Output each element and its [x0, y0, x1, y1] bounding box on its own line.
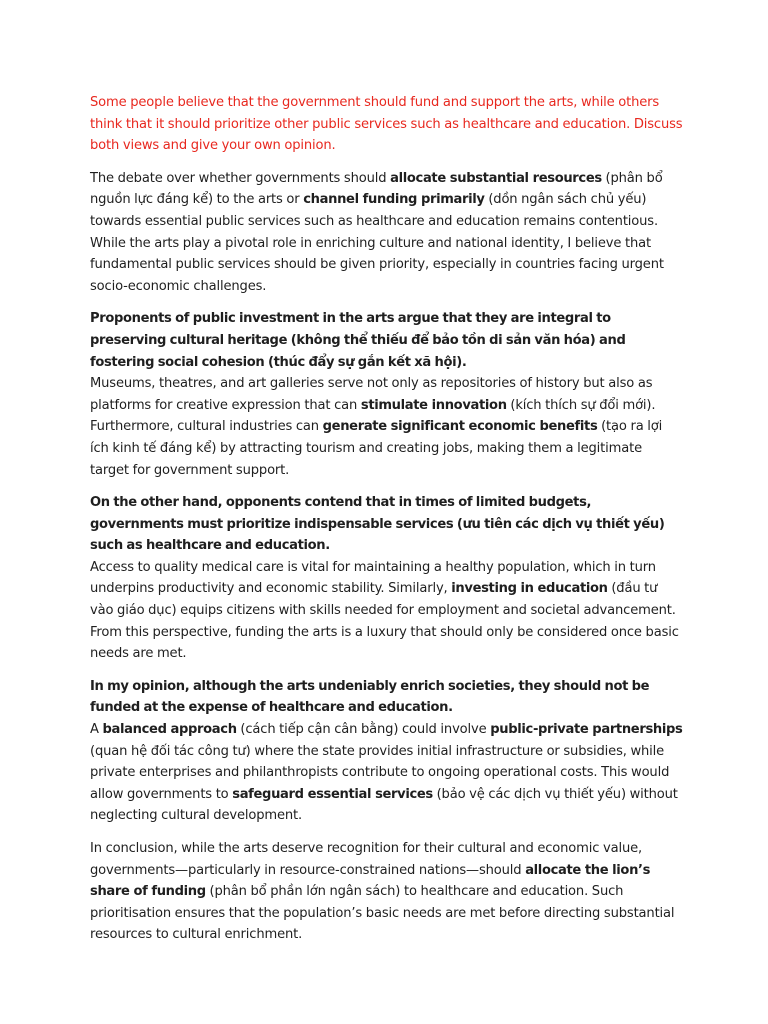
body2-heading: On the other hand, opponents contend that in times of limited budgets, governments must prioritize indispensable services (ưu tiên các dịch vụ thiết yếu) such as healthcare and education. — [90, 495, 665, 554]
body1-heading: Proponents of public investment in the arts argue that they are integral to preserving cultural heritage (không thể thiếu để bảo tồn di sản văn hóa) and fostering social cohesion (thúc đẩy sự gắn kết xã hội). — [90, 311, 626, 370]
body1-text-1: Museums, theatres, and art galleries serve not only as repositories of history but also as platforms for creative expression that can — [90, 376, 653, 413]
body3-term-1: balanced approach — [102, 722, 237, 738]
body2-term-1: investing in education — [451, 581, 608, 597]
essay-content — [90, 92, 684, 957]
intro-term-2: channel funding primarily — [303, 192, 485, 208]
body2-text-2: (đầu tư vào giáo dục) equips citizens with skills needed for employment and societal advancement. From this perspective, funding the arts is a luxury that should only be considered once basic needs are met. — [90, 581, 679, 662]
intro-term-1: allocate substantial resources — [390, 170, 602, 186]
essay-prompt: Some people believe that the government should fund and support the arts, while others think that it should prioritize other public services such as healthcare and education. Discuss both views and give your own opinion. — [90, 95, 683, 154]
body2-paragraph — [90, 557, 684, 665]
conclusion-term-1: allocate the lion’s share of funding — [90, 862, 651, 900]
body1-text-3: (tạo ra lợi ích kinh tế đáng kể) by attracting tourism and creating jobs, making them a legitimate target for government support. — [90, 419, 663, 478]
conclusion-text-2: (phân bổ phần lớn ngân sách) to healthcare and education. Such prioritisation ensures that the population’s basic needs are met before directing substantial resources to cultural enrichment. — [90, 884, 675, 943]
body3-paragraph — [90, 719, 684, 827]
intro-text-1: The debate over whether governments should — [90, 170, 391, 186]
body1-term-1: stimulate innovation — [360, 397, 507, 413]
conclusion-paragraph — [90, 838, 684, 946]
body3-text-2: (cách tiếp cận cân bằng) could involve — [236, 722, 491, 738]
body3-text-4: (bảo vệ các dịch vụ thiết yếu) without neglecting cultural development. — [90, 786, 678, 824]
intro-text-3: (dồn ngân sách chủ yếu) towards essential public services such as healthcare and education remains contentious. While the arts play a pivotal role in enriching culture and national identity, I believe that fundamental public services should be given priority, especially in countries facing urgent socio-economic challenges. — [90, 192, 664, 294]
body3-text-1: A — [90, 722, 103, 738]
body3-heading: In my opinion, although the arts undeniably enrich societies, they should not be funded at the expense of healthcare and education. — [90, 678, 650, 716]
body3-term-3: safeguard essential services — [232, 786, 433, 802]
body3-text-3: (quan hệ đối tác công tư) where the state provides initial infrastructure or subsidies, while private enterprises and philanthropists contribute to ongoing operational costs. This would allow governments to — [90, 743, 670, 802]
body1-term-2: generate significant economic benefits — [322, 419, 598, 435]
body2-text-1: Access to quality medical care is vital for maintaining a healthy population, which in turn underpins productivity and economic stability. Similarly, — [90, 559, 656, 597]
intro-paragraph — [90, 168, 684, 298]
intro-text-2: (phân bổ nguồn lực đáng kể) to the arts or — [90, 170, 663, 208]
body3-term-2: public-private partnerships — [490, 722, 683, 738]
conclusion-text-1: In conclusion, while the arts deserve recognition for their cultural and economic value, governments—particularly in resource-constrained nations—should — [90, 841, 643, 878]
body1-text-2: (kích thích sự đổi mới). Furthermore, cultural industries can — [90, 397, 656, 435]
body1-paragraph — [90, 373, 684, 481]
